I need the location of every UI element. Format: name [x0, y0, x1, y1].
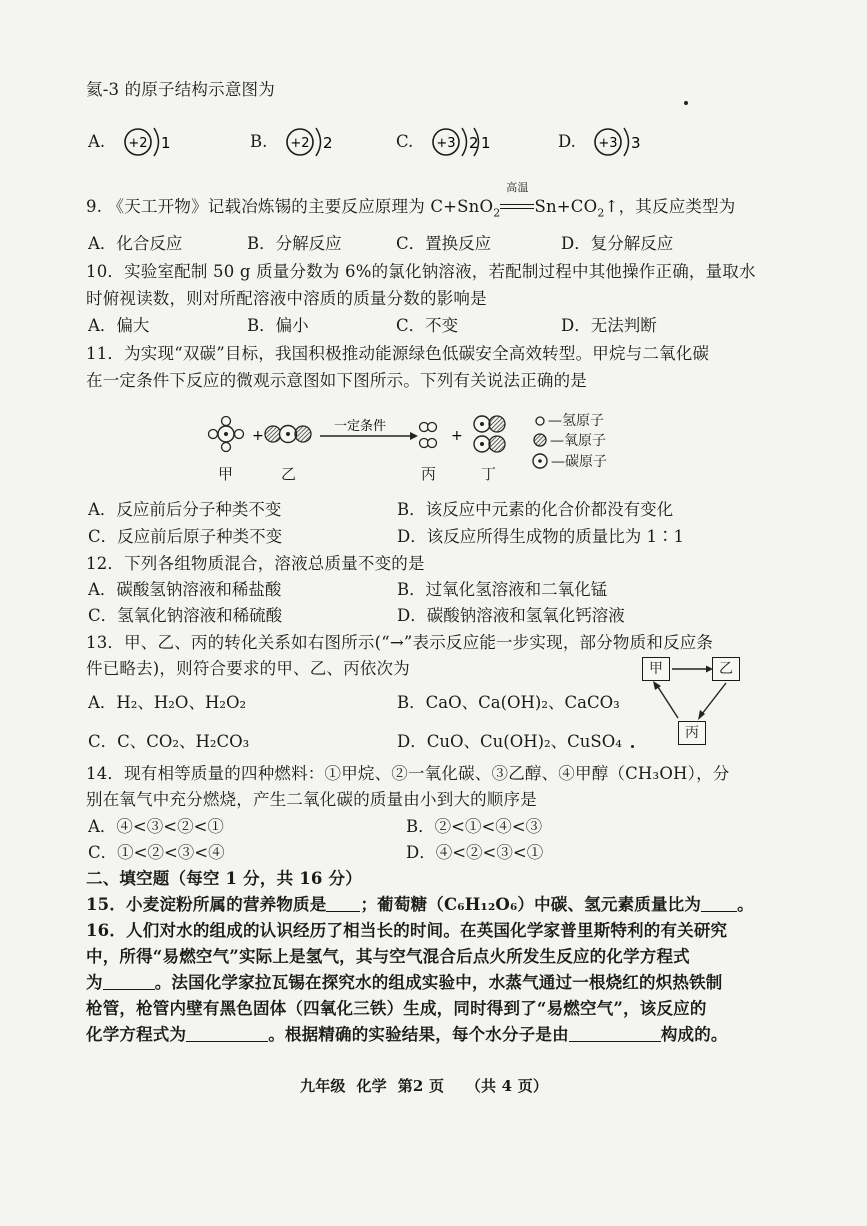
nucleus-charge: +2 — [128, 136, 148, 151]
option-letter: C. — [396, 132, 414, 151]
q16-text-5: 构成的。 — [660, 1025, 728, 1044]
co-molecules — [474, 416, 505, 452]
q10-option-c: C．不变 — [396, 316, 459, 335]
electron-shell — [154, 128, 159, 156]
question-11-line1: 11．为实现“双碳”目标，我国积极推动能源绿色低碳安全高效转型。甲烷与二氧化碳 — [86, 344, 710, 363]
plus-sign-2: + — [451, 428, 463, 444]
q12-option-d: D．碳酸钠溶液和氢氧化钙溶液 — [397, 606, 625, 625]
electron-shell — [316, 128, 321, 156]
question-16-line5 — [86, 1023, 728, 1047]
question-11-line2: 在一定条件下反应的微观示意图如下图所示。下列有关说法正确的是 — [86, 371, 587, 390]
q14-option-a: A．④<③<②<① — [88, 817, 224, 836]
q10-option-d: D．无法判断 — [561, 316, 657, 335]
q9-stem-text-3: ↑，其反应类型为 — [604, 197, 736, 216]
question-14-line2: 别在氧气中充分燃烧，产生二氧化碳的质量由小到大的顺序是 — [86, 790, 537, 809]
q9-subscript-2: 2 — [597, 206, 605, 220]
question-16-line2: 中，所得“易燃空气”实际上是氢气，其与空气混合后点火所发生反应的化学方程式 — [86, 947, 690, 966]
question-14-line1: 14．现有相等质量的四种燃料：①甲烷、②一氧化碳、③乙醇、④甲醇（CH₃OH），分 — [86, 764, 730, 783]
atom-diagram — [428, 118, 508, 166]
question-16-line1: 16．人们对水的组成的认识经历了相当长的时间。在英国化学家普里斯特利的有关研究 — [86, 921, 728, 940]
q13-option-d: D．CuO、Cu(OH)₂、CuSO₄ — [397, 732, 622, 751]
q12-option-b: B．过氧化氢溶液和二氧化锰 — [397, 580, 608, 599]
methane-molecule — [209, 417, 244, 452]
legend-oxygen: —氧原子 — [550, 433, 606, 449]
shell-electron-count: 2 — [323, 134, 333, 152]
q13-option-b: B．CaO、Ca(OH)₂、CaCO₃ — [397, 693, 620, 712]
shell-electron-count: 1 — [481, 134, 491, 152]
q10-option-a: A．偏大 — [88, 316, 150, 335]
q9-option-b: B．分解反应 — [247, 234, 342, 253]
condition-label: 高温 — [506, 181, 529, 194]
q9-option-d: D．复分解反应 — [561, 234, 674, 253]
atom-diagram — [590, 118, 670, 166]
shell-electron-count: 2 — [469, 134, 479, 152]
q9-option-a: A．化合反应 — [88, 234, 183, 253]
reaction-condition — [500, 181, 534, 209]
question-15 — [86, 893, 754, 917]
nucleus-charge: +3 — [436, 136, 456, 151]
question-stem: 氦-3 的原子结构示意图为 — [86, 80, 275, 99]
legend-hydrogen: —氢原子 — [548, 413, 604, 429]
q16-blank-2[interactable] — [186, 1025, 268, 1042]
q15-text-end: 。 — [737, 895, 754, 914]
option-letter: A. — [88, 132, 106, 151]
shell-electron-count: 3 — [631, 134, 641, 152]
q15-blank-1[interactable] — [326, 895, 360, 912]
plus-sign-1: + — [252, 428, 264, 444]
question-12-stem: 12．下列各组物质混合，溶液总质量不变的是 — [86, 554, 425, 573]
q9-stem-text: 9. 《天工开物》记载冶炼锡的主要反应原理为 C+SnO — [86, 197, 494, 216]
label-yi: 乙 — [281, 465, 297, 483]
q16-text-2: 。法国化学家拉瓦锡在探究水的组成实验中，水蒸气通过一根烧红的炽热铁制 — [154, 973, 723, 992]
option-letter: D. — [558, 132, 576, 151]
label-bing: 丙 — [421, 465, 437, 483]
speck — [684, 101, 688, 105]
flow-box-bing: 丙 — [678, 721, 706, 745]
q15-text-2: ；葡萄糖（C₆H₁₂O₆）中碳、氢元素质量比为 — [360, 895, 702, 914]
flow-box-jia: 甲 — [642, 657, 670, 681]
legend-hydrogen-symbol — [536, 417, 544, 425]
flow-box-yi: 乙 — [712, 657, 740, 681]
atom-diagram — [120, 118, 200, 166]
q12-option-c: C．氢氧化钠溶液和稀硫酸 — [88, 606, 283, 625]
q10-option-b: B．偏小 — [247, 316, 309, 335]
label-ding: 丁 — [481, 465, 497, 483]
electron-shell — [462, 128, 467, 156]
question-16-line4: 枪管，枪管内壁有黑色固体（四氧化三铁）生成，同时得到了“易燃空气”，该反应的 — [86, 999, 707, 1018]
section-heading: 二、填空题（每空 1 分，共 16 分） — [86, 869, 362, 888]
nucleus-charge: +3 — [598, 136, 618, 151]
question-13-line2: 件已略去)，则符合要求的甲、乙、丙依次为 — [86, 659, 410, 678]
q16-blank-1[interactable] — [103, 973, 155, 990]
option-letter: B. — [250, 132, 268, 151]
question-9-stem — [86, 181, 736, 225]
q16-text-4: 。根据精确的实验结果，每个水分子是由 — [268, 1025, 569, 1044]
legend-carbon: —碳原子 — [551, 454, 607, 470]
q13-option-a: A．H₂、H₂O、H₂O₂ — [88, 693, 247, 712]
q14-option-c: C．①<②<③<④ — [88, 843, 225, 862]
question-10-line1: 10．实验室配制 50 g 质量分数为 6%的氯化钠溶液，若配制过程中其他操作正确，量取水 — [86, 262, 756, 281]
q15-text-1: 15．小麦淀粉所属的营养物质是 — [86, 895, 327, 914]
legend-oxygen-symbol — [534, 434, 546, 446]
q11-option-b: B．该反应中元素的化合价都没有变化 — [397, 500, 674, 519]
label-jia: 甲 — [218, 465, 234, 483]
q11-option-a: A．反应前后分子种类不变 — [88, 500, 282, 519]
flow-arrows — [630, 650, 760, 760]
q11-option-c: C．反应前后原子种类不变 — [88, 527, 283, 546]
q15-blank-2[interactable] — [701, 895, 737, 912]
q14-option-d: D．④<②<③<① — [406, 843, 544, 862]
hydrogen-molecules — [420, 423, 437, 448]
arrow-condition: 一定条件 — [334, 419, 387, 434]
q16-blank-3[interactable] — [569, 1025, 661, 1042]
nucleus-charge: +2 — [290, 136, 310, 151]
q16-text: 为 — [86, 973, 103, 992]
speck — [631, 745, 634, 748]
question-10-line2: 时俯视读数，则对所配溶液中溶质的质量分数的影响是 — [86, 289, 487, 308]
q12-option-a: A．碳酸氢钠溶液和稀盐酸 — [88, 580, 282, 599]
q9-subscript: 2 — [493, 206, 501, 220]
q14-option-b: B．②<①<④<③ — [406, 817, 543, 836]
shell-electron-count: 1 — [161, 134, 171, 152]
co2-molecule — [265, 426, 311, 443]
electron-shell — [624, 128, 629, 156]
q13-option-c: C．C、CO₂、H₂CO₃ — [88, 732, 250, 751]
atom-diagram — [282, 118, 362, 166]
q16-text-3: 化学方程式为 — [86, 1025, 187, 1044]
question-13-line1: 13．甲、乙、丙的转化关系如右图所示(“→”表示反应能一步实现，部分物质和反应条 — [86, 633, 714, 652]
q9-option-c: C．置换反应 — [396, 234, 492, 253]
page-footer: 九年级 化学 第2 页 （共 4 页） — [300, 1077, 549, 1095]
q9-stem-text-2: Sn+CO — [534, 197, 598, 216]
question-16-line3 — [86, 971, 723, 995]
q11-option-d: D．该反应所得生成物的质量比为 1∶1 — [397, 527, 684, 546]
